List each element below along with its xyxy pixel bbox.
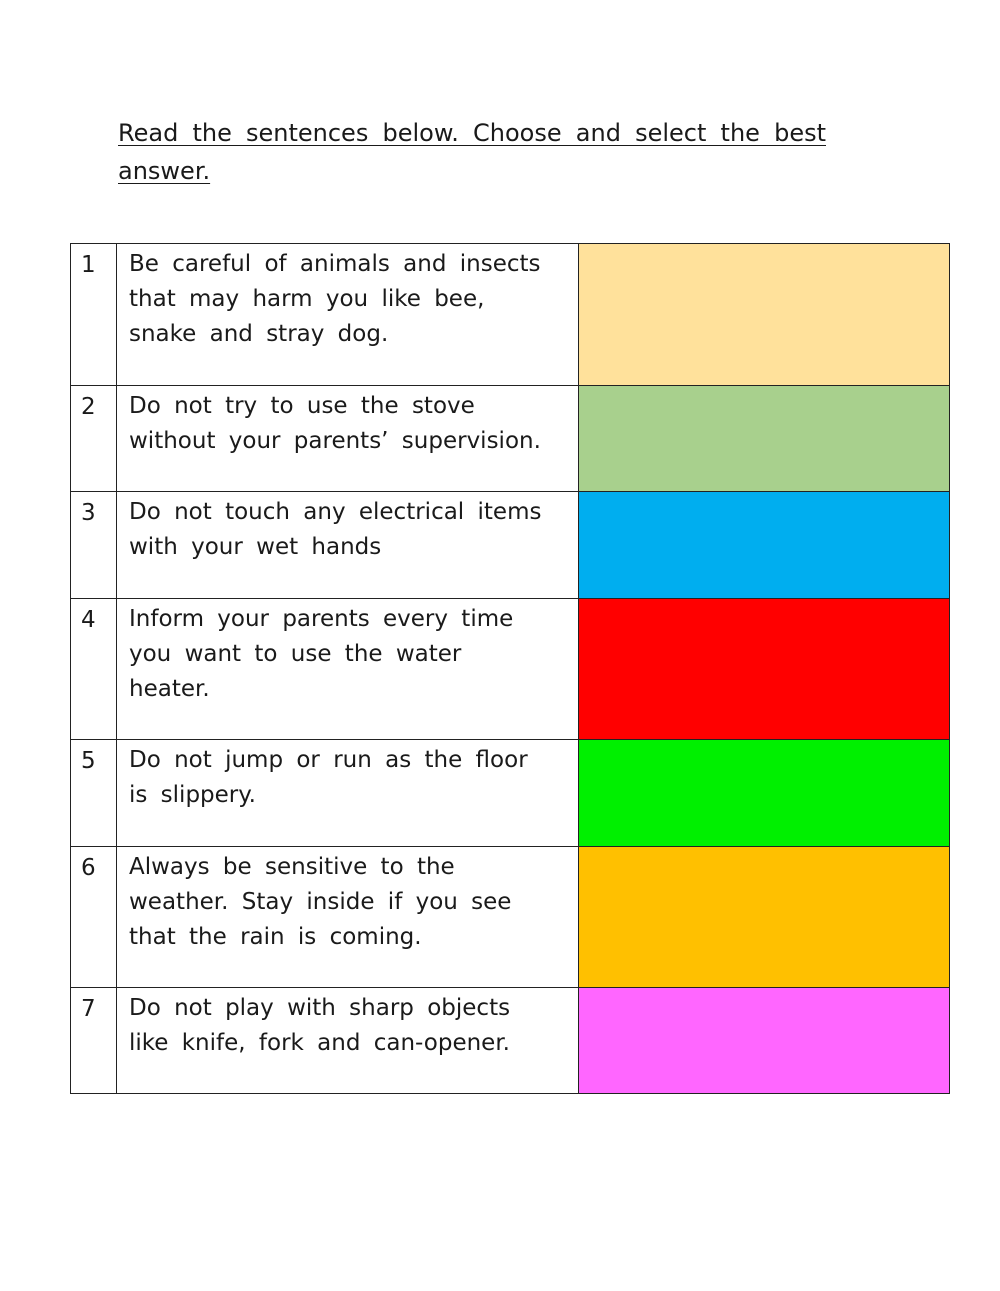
sentence-text: Do not play with sharp objects like knife, fork and can-opener.: [117, 988, 579, 1094]
table-row: [71, 492, 950, 599]
sentence-text: Do not try to use the stove without your parents’ supervision.: [117, 386, 579, 492]
row-number: 3: [71, 492, 117, 599]
answer-dropdown[interactable]: [579, 847, 950, 988]
worksheet-table: [70, 243, 950, 1094]
table-row: [71, 599, 950, 740]
sentence-text: Be careful of animals and insects that may harm you like bee, snake and stray dog.: [117, 244, 579, 386]
answer-dropdown[interactable]: [579, 988, 950, 1094]
answer-dropdown[interactable]: [579, 386, 950, 492]
table-row: [71, 386, 950, 492]
row-number: 2: [71, 386, 117, 492]
row-number: 7: [71, 988, 117, 1094]
sentence-text: Always be sensitive to the weather. Stay inside if you see that the rain is coming.: [117, 847, 579, 988]
row-number: 1: [71, 244, 117, 386]
answer-dropdown[interactable]: [579, 492, 950, 599]
row-number: 4: [71, 599, 117, 740]
sentence-text: Do not touch any electrical items with your wet hands: [117, 492, 579, 599]
table-row: [71, 740, 950, 847]
instructions: Read the sentences below. Choose and select the best answer.: [118, 119, 826, 185]
sentence-text: Do not jump or run as the floor is slippery.: [117, 740, 579, 847]
sentence-text: Inform your parents every time you want to use the water heater.: [117, 599, 579, 740]
answer-dropdown[interactable]: [579, 244, 950, 386]
answer-dropdown[interactable]: [579, 740, 950, 847]
row-number: 6: [71, 847, 117, 988]
table-row: [71, 847, 950, 988]
table-row: [71, 244, 950, 386]
row-number: 5: [71, 740, 117, 847]
table-row: [71, 988, 950, 1094]
answer-dropdown[interactable]: [579, 599, 950, 740]
